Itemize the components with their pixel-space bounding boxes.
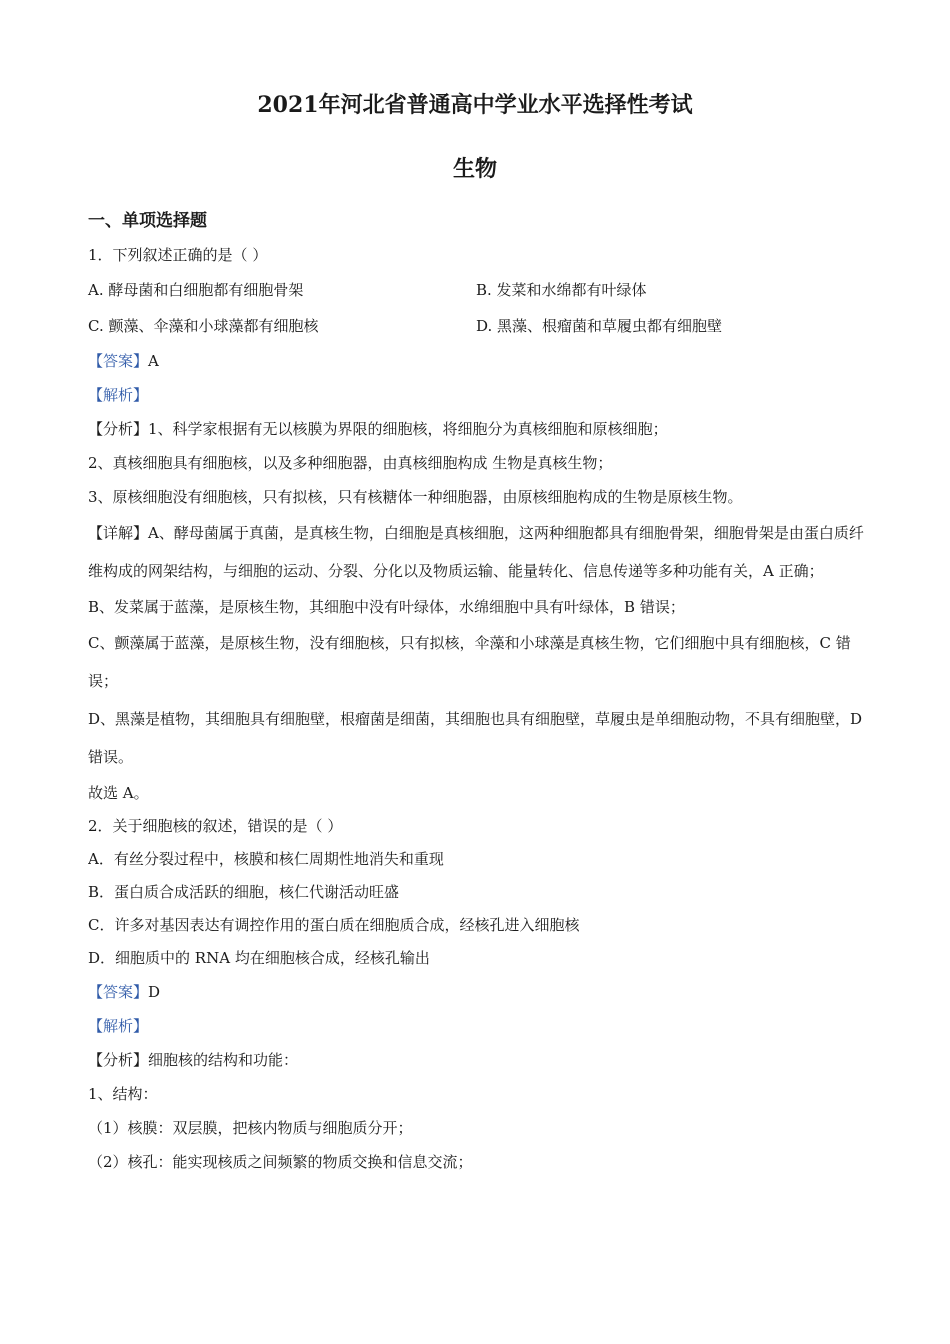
- q2-fenxi-1: [88, 1043, 868, 1077]
- q1-conclusion: 故选 A。: [88, 784, 149, 802]
- q1-xiangjie-text-a: A、酵母菌属于真菌，是真核生物，白细胞是真核细胞，这两种细胞都具有细胞骨架，细胞骨架是由蛋白质纤维构成的网架结构，与细胞的运动、分裂、分化以及物质运输、能量转化、信息传递等多种功能有关，A 正确；: [88, 524, 864, 580]
- fenxi-tag: 【分析】: [88, 1051, 149, 1069]
- q2-option-d: D．细胞质中的 RNA 均在细胞核合成，经核孔输出: [88, 949, 430, 967]
- q1-options-row-1: [88, 272, 868, 308]
- answer-tag: 【答案】: [88, 352, 149, 370]
- analysis-tag: 【解析】: [88, 386, 149, 404]
- q1-answer: [88, 344, 868, 378]
- q2-answer-value: D: [148, 983, 161, 1001]
- q1-fenxi-3: 3、原核细胞没有细胞核，只有拟核，只有核糖体一种细胞器，由原核细胞构成的生物是原核生物。: [88, 488, 743, 506]
- q2-fenxi-3: （1）核膜：双层膜，把核内物质与细胞质分开；: [88, 1119, 413, 1137]
- q1-option-c: C. 颤藻、伞藻和小球藻都有细胞核: [88, 317, 319, 335]
- q2-stem: 2．关于细胞核的叙述，错误的是（ ）: [88, 817, 343, 835]
- q1-xiangjie-a: [88, 514, 868, 590]
- xiangjie-tag: 【详解】: [88, 524, 149, 542]
- q1-options-row-2: [88, 308, 868, 344]
- q1-xiangjie-c: C、颤藻属于蓝藻，是原核生物，没有细胞核，只有拟核，伞藻和小球藻是真核生物，它们细胞中具有细胞核，C 错误；: [88, 634, 851, 690]
- q2-option-a: A．有丝分裂过程中，核膜和核仁周期性地消失和重现: [88, 850, 444, 868]
- analysis-tag: 【解析】: [88, 1017, 149, 1035]
- q2-option-b: B．蛋白质合成活跃的细胞，核仁代谢活动旺盛: [88, 883, 400, 901]
- answer-tag: 【答案】: [88, 983, 149, 1001]
- q1-fenxi-1: [88, 412, 868, 446]
- q1-option-a: A. 酵母菌和白细胞都有细胞骨架: [88, 281, 304, 299]
- subject-title: 生物: [452, 156, 497, 182]
- q1-option-d: D. 黑藻、根瘤菌和草履虫都有细胞壁: [476, 317, 723, 335]
- q2-option-c: C．许多对基因表达有调控作用的蛋白质在细胞质合成，经核孔进入细胞核: [88, 916, 580, 934]
- q2-fenxi-4: （2）核孔：能实现核质之间频繁的物质交换和信息交流；: [88, 1153, 473, 1171]
- content: [88, 238, 868, 1179]
- fenxi-tag: 【分析】: [88, 420, 149, 438]
- q2-analysis-tag: [88, 1009, 868, 1043]
- q1-stem: 1．下列叙述正确的是（ ）: [88, 246, 268, 264]
- q1-fenxi-2: 2、真核细胞具有细胞核，以及多种细胞器，由真核细胞构成 生物是真核生物；: [88, 454, 613, 472]
- section-heading: 一、单项选择题: [88, 211, 207, 231]
- q1-xiangjie-b: B、发菜属于蓝藻，是原核生物，其细胞中没有叶绿体，水绵细胞中具有叶绿体，B 错误；: [88, 598, 685, 616]
- q1-analysis-tag: [88, 378, 868, 412]
- q1-xiangjie-d: D、黑藻是植物，其细胞具有细胞壁，根瘤菌是细菌，其细胞也具有细胞壁，草履虫是单细胞动物，不具有细胞壁，D 错误。: [88, 710, 863, 766]
- q2-fenxi-text-1: 细胞核的结构和功能：: [148, 1051, 299, 1069]
- exam-title: 2021年河北省普通高中学业水平选择性考试: [257, 92, 693, 118]
- q2-fenxi-2: 1、结构：: [88, 1085, 158, 1103]
- q1-answer-value: A: [148, 352, 159, 370]
- q1-option-b: B. 发菜和水绵都有叶绿体: [476, 281, 647, 299]
- q2-answer: [88, 975, 868, 1009]
- q1-fenxi-text-1: 1、科学家根据有无以核膜为界限的细胞核，将细胞分为真核细胞和原核细胞；: [148, 420, 668, 438]
